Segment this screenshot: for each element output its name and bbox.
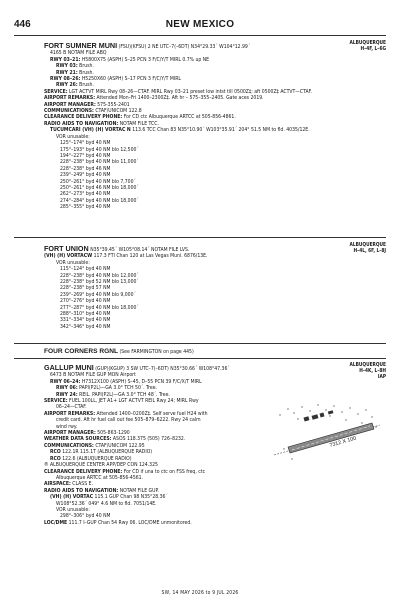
fort-sumner-line: 228°–238° byd 40 NM blo 11,000´: [60, 159, 139, 166]
divider: [14, 237, 386, 238]
runway-dimension-label: 7312 X 100: [328, 435, 358, 449]
fort-sumner-line: 262°–273° byd 40 NM: [60, 191, 111, 198]
fort-union-line: 270°–276° byd 40 NM: [60, 298, 111, 305]
gallup-line: WEATHER DATA SOURCES: ASOS 118.375 (505) 726–8232.: [44, 436, 186, 443]
fort-sumner-line: 250°–261° byd 40 NM blo 7,700´: [60, 178, 136, 185]
apron-buildings: [304, 410, 334, 421]
navaid-title: FORT UNION: [44, 244, 89, 253]
fort-union-line: 277°–287° byd 40 NM blo 18,000´: [60, 304, 139, 311]
fort-union-line: VOR unusable:: [56, 259, 90, 266]
gallup-line: COMMUNICATIONS: CTAF/UNICOM 122.95: [44, 442, 145, 449]
fort-sumner-line: AIRPORT REMARKS: Attended Mon–Fri 1400–2300Z‡. Aft hr – 575–355–2405. Gate aces 2019.: [44, 95, 264, 102]
airport-diagram: [268, 401, 386, 471]
airport-title: FORT SUMNER MUNI: [44, 41, 118, 50]
four-corners-entry: [44, 348, 334, 355]
fort-sumner-line: VOR unusable:: [56, 133, 90, 140]
fort-sumner-line: RWY 21: Brush.: [56, 69, 94, 76]
fort-sumner-line: 285°–355° byd 40 NM: [60, 204, 111, 211]
gallup-line: RCO 122.1R 115.1T (ALBUQUERQUE RADIO): [50, 449, 153, 456]
fort-sumner-line: SERVICE: LGT ACTVT MIRL Rwy 08–26—CTAF. MIRL Rwy 03–21 preset low intst till 0500Z‡; aft 0500Z‡ ACTVT—CTAF.: [44, 88, 312, 95]
airport-title-tail: (GUP)(KGUP) 3 SW UTC–7(–6DT) N35°30.66´ W108°47.36´: [95, 366, 230, 372]
gallup-line: (VH) (H) VORTAC 115.1 GUP Chan 98 N35°28.36´: [50, 494, 168, 501]
fort-sumner-line: TUCUMCARI (VH) (H) VORTAC N 113.6 TCC Chan 83 N35°10.90´ W103°35.91´ 204° 51.5 NM to fld. 4035/12E.: [50, 127, 310, 134]
fort-union-line: 288°–310° byd 40 NM: [60, 311, 111, 318]
gallup-line: 298°–306° byd 40 NM: [60, 513, 111, 520]
fort-sumner-line: AIRPORT MANAGER: 575-355-2401: [44, 101, 130, 108]
navaid-title-tail: N35°39.45´ W105°08.14´ NOTAM FILE LVS.: [90, 247, 190, 253]
fort-sumner-line: RWY 26: Brush.: [56, 82, 94, 89]
gallup-line: VOR unusable:: [56, 506, 90, 513]
fort-union-line: 342°–346° byd 40 NM: [60, 323, 111, 330]
fort-sumner-line: RWY 08–26: H5250X60 (ASPH) S–17 PCN 3 F/C/Y/T MIRL: [50, 76, 181, 83]
gallup-line: AIRPORT MANAGER: 505-863-1290: [44, 430, 130, 437]
gallup-line: AIRPORT REMARKS: Attended 1400–0200Z‡. Self serve fuel H24 with: [44, 410, 208, 417]
fort-sumner-line: 274°–284° byd 40 NM blo 18,000´: [60, 197, 139, 204]
airport-title: GALLUP MUNI: [44, 363, 94, 372]
fort-union-line: (VH) (H) VORTACW 117.3 FTI Chan 120 at Las Vegas Muni. 6876/13E.: [44, 253, 208, 260]
fort-sumner-line: RADIO AIDS TO NAVIGATION: NOTAM FILE TCC.: [44, 120, 159, 127]
fort-sumner-line: RWY 03–21: H5800X75 (ASPH) S–25 PCN 3 F/C/Y/T MIRL 0.7% up NE: [50, 56, 210, 63]
divider: [14, 358, 386, 359]
gallup-line: SERVICE: FUEL 100LL, JET A1+ LGT ACTVT REIL Rwy 24; MIRL Rwy: [44, 398, 199, 405]
gallup-line: wind rwy.: [56, 423, 78, 430]
fort-sumner-line: RWY 03: Brush.: [56, 63, 94, 70]
fort-union-line: 115°–124° byd 40 NM: [60, 266, 111, 273]
divider: [14, 343, 386, 344]
gallup-line: RCO 122.6 (ALBUQUERQUE RADIO): [50, 455, 132, 462]
fort-sumner-entry: [44, 41, 334, 211]
gallup-line: 06–24—CTAF.: [56, 404, 87, 411]
gallup-line: RWY 24: REIL. PAPI(P2L)—GA 3.0° TCH 48´. Tree.: [56, 391, 170, 398]
page-number: 446: [14, 19, 31, 30]
gallup-line: RWY 06–24: H7312X100 (ASPH) S–45, D–55 PCN 39 F/C/X/T MIRL: [50, 378, 202, 385]
gallup-line: ® ALBUQUERQUE CENTER APP/DEP CON 124.325: [44, 462, 158, 469]
four-corners-reference: (See FARMINGTON on page 445): [119, 349, 194, 355]
fort-sumner-line: COMMUNICATIONS: CTAF/UNICOM 122.8: [44, 108, 142, 115]
fort-union-line: 228°–238° byd 40 NM blo 12,000´: [60, 272, 139, 279]
fort-sumner-region: ALBUQUERQUE H–4F, L–6G: [349, 41, 386, 52]
gallup-line: 6473 B NOTAM FILE GUP MON Airport: [50, 372, 136, 379]
gallup-line: RADIO AIDS TO NAVIGATION: NOTAM FILE GUP.: [44, 487, 159, 494]
gallup-line: RWY 06: PAPI(P2L)—GA 3.0° TCH 50´. Tree.: [56, 385, 157, 392]
fort-sumner-line: 250°–261° byd 46 NM blo 18,000´: [60, 184, 139, 191]
page-footer: SW, 14 MAY 2026 to 9 JUL 2026: [161, 590, 239, 596]
airport-title-tail: (FSU)(KFSU) 2 NE UTC–7(–6DT) N34°29.33´ W104°12.99´: [118, 44, 251, 50]
fort-sumner-line: 228°–238° byd 46 NM: [60, 165, 111, 172]
four-corners-title: FOUR CORNERS RGNL: [44, 348, 118, 355]
gallup-line: W108°52.36´ 049° 4.6 NM to fld. 7051/14E.: [56, 500, 157, 507]
fort-sumner-line: 194°–227° byd 40 NM: [60, 152, 111, 159]
fort-sumner-line: 4165 B NOTAM FILE ABQ: [50, 50, 107, 57]
fort-sumner-line: CLEARANCE DELIVERY PHONE: For CD ctc Albuquerque ARTCC at 505-856-4861.: [44, 114, 236, 121]
gallup-line: LOC/DME 111.7 I–GUP Chan 54 Rwy 06. LOC/DME unmonitored.: [44, 519, 192, 526]
fort-union-entry: [44, 244, 334, 330]
header-rule: [14, 35, 386, 36]
gallup-line: credit card. Aft hr fuel call out fee 505–879–6222. Rwy 24 calm: [56, 417, 201, 424]
page-header: [14, 19, 386, 33]
gallup-line: CLEARANCE DELIVERY PHONE: For CD if una to ctc on FSS freq, ctc: [44, 468, 206, 475]
fort-union-line: 228°–238° byd 57 NM: [60, 285, 111, 292]
gallup-region: ALBUQUERQUE H–4K, L–8H IAP: [349, 363, 386, 380]
fort-union-region: ALBUQUERQUE H–4L, 6F, L–8J: [349, 243, 386, 254]
fort-sumner-line: 239°–249° byd 40 NM: [60, 172, 111, 179]
gallup-line: AIRSPACE: CLASS E.: [44, 481, 93, 488]
fort-union-line: 228°–238° byd 52 NM blo 13,000´: [60, 279, 139, 286]
gallup-line: Albuquerque ARTCC at 505-856-4561.: [56, 474, 144, 481]
state-title: NEW MEXICO: [165, 19, 235, 30]
fort-sumner-line: 125°–174° byd 40 NM: [60, 140, 111, 147]
fort-union-line: 331°–334° byd 40 NM: [60, 317, 111, 324]
fort-sumner-line: 175°–193° byd 40 NM blo 12,500´: [60, 146, 139, 153]
fort-union-line: 239°–269° byd 40 NM blo 9,000´: [60, 291, 136, 298]
